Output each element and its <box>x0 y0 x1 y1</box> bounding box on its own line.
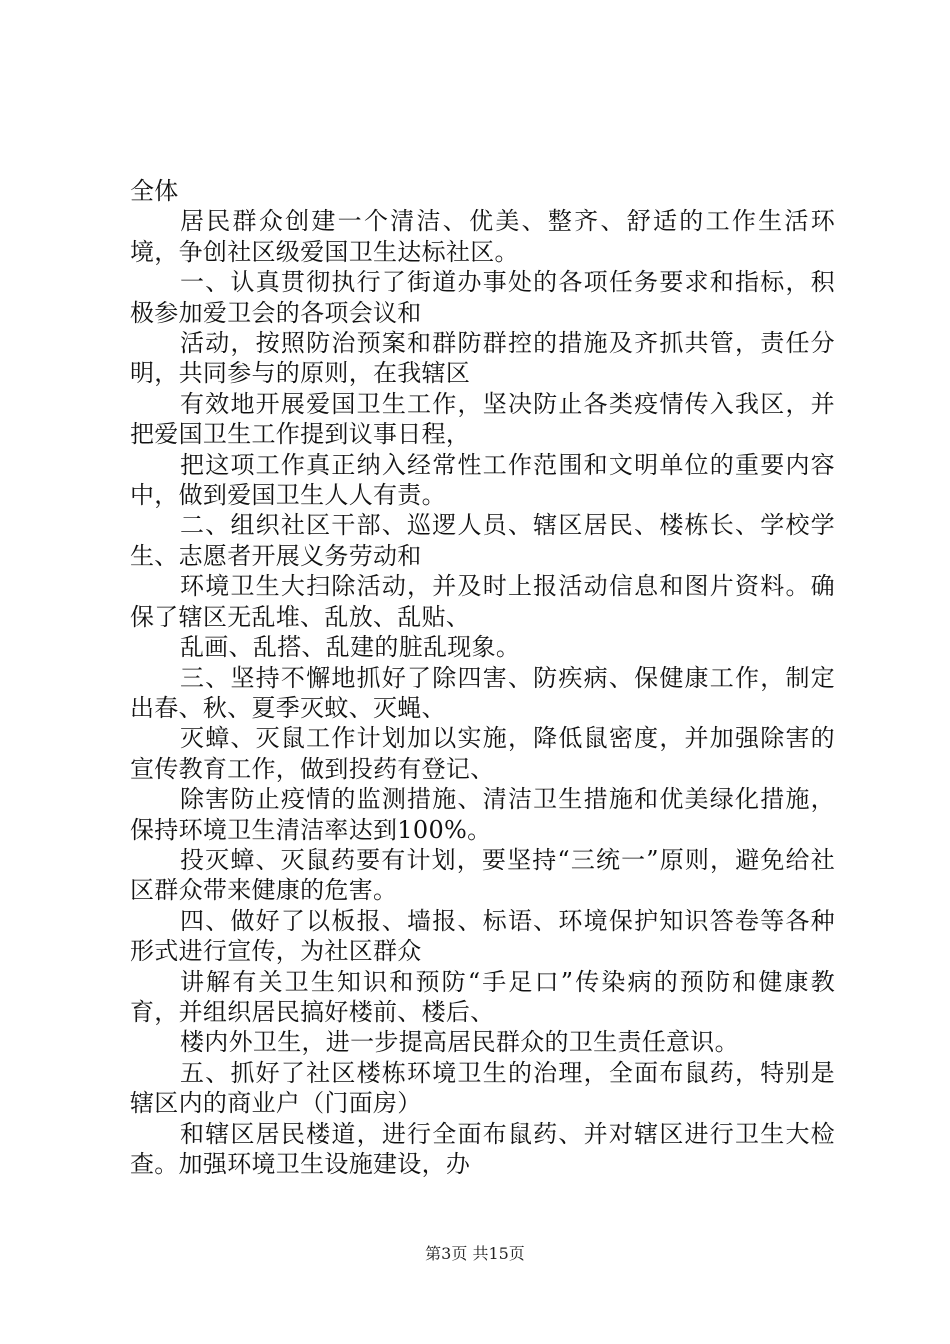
document-body <box>130 176 835 1179</box>
paragraph-2: 一、认真贯彻执行了街道办事处的各项任务要求和指标，积极参加爱卫会的各项会议和 <box>130 268 835 327</box>
paragraph-9: 三、坚持不懈地抓好了除四害、防疾病、保健康工作，制定出春、秋、夏季灭蚊、灭蝇、 <box>130 663 835 722</box>
paragraph-4: 有效地开展爱国卫生工作，坚决防止各类疫情传入我区，并把爱国卫生工作提到议事日程， <box>130 389 835 449</box>
paragraph-16: 五、抓好了社区楼栋环境卫生的治理，全面布鼠药，特别是辖区内的商业户（门面房） <box>130 1058 835 1118</box>
paragraph-5: 把这项工作真正纳入经常性工作范围和文明单位的重要内容中，做到爱国卫生人人有责。 <box>130 450 835 510</box>
paragraph-11: 除害防止疫情的监测措施、清洁卫生措施和优美绿化措施，保持环境卫生清洁率达到100%。 <box>130 785 835 844</box>
paragraph-10: 灭蟑、灭鼠工作计划加以实施，降低鼠密度，并加强除害的宣传教育工作，做到投药有登记、 <box>130 724 835 783</box>
paragraph-12: 投灭蟑、灭鼠药要有计划，要坚持“三统一”原则，避免给社区群众带来健康的危害。 <box>130 845 835 905</box>
paragraph-17: 和辖区居民楼道，进行全面布鼠药、并对辖区进行卫生大检查。加强环境卫生设施建设，办 <box>130 1119 835 1178</box>
paragraph-14: 讲解有关卫生知识和预防“手足口”传染病的预防和健康教育，并组织居民搞好楼前、楼后、 <box>130 967 835 1026</box>
paragraph-8: 乱画、乱搭、乱建的脏乱现象。 <box>180 633 521 662</box>
paragraph-13: 四、做好了以板报、墙报、标语、环境保护知识答卷等各种形式进行宣传，为社区群众 <box>130 906 835 966</box>
page-number-footer: 第3页 共15页 <box>425 1244 525 1263</box>
paragraph-0: 全体 <box>130 177 179 205</box>
paragraph-7: 环境卫生大扫除活动，并及时上报活动信息和图片资料。确保了辖区无乱堆、乱放、乱贴、 <box>130 572 835 631</box>
paragraph-15: 楼内外卫生，进一步提高居民群众的卫生责任意识。 <box>180 1028 739 1057</box>
paragraph-1: 居民群众创建一个清洁、优美、整齐、舒适的工作生活环境，争创社区级爱国卫生达标社区。 <box>130 207 835 266</box>
paragraph-6: 二、组织社区干部、巡逻人员、辖区居民、楼栋长、学校学生、志愿者开展义务劳动和 <box>130 511 835 570</box>
paragraph-3: 活动，按照防治预案和群防群控的措施及齐抓共管，责任分明，共同参与的原则，在我辖区 <box>130 329 835 388</box>
